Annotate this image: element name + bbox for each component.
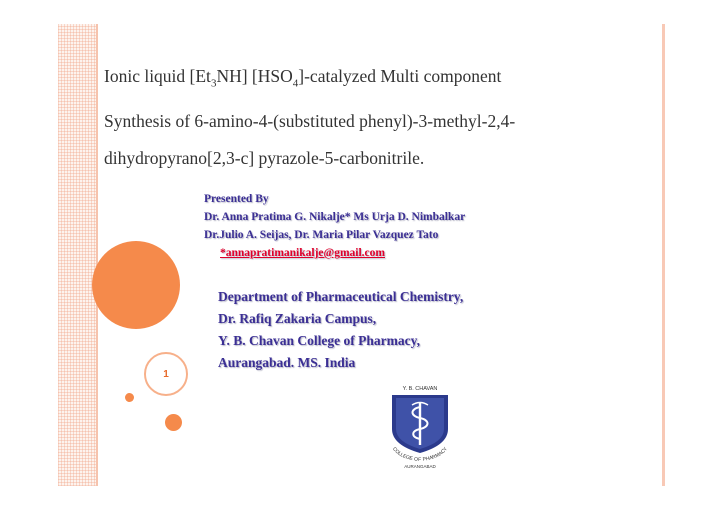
decorative-right-line [662, 24, 665, 486]
slide-number-badge [144, 352, 188, 396]
email-link[interactable]: *annapratimanikalje@gmail.com [220, 247, 385, 259]
title-line-3: dihydropyrano[2,3-c] pyrazole-5-carbonitrile. [104, 147, 425, 168]
svg-text:AURANGABAD: AURANGABAD [404, 464, 436, 469]
presenters-heading: Presented By [204, 193, 269, 205]
slide-title [104, 58, 644, 177]
decorative-circle-large [92, 241, 180, 329]
svg-text:COLLEGE OF PHARMACY: COLLEGE OF PHARMACY [391, 446, 449, 464]
presenters-line-1: Dr. Anna Pratima G. Nikalje* Ms Urja D. Nimbalkar [204, 211, 466, 223]
department-line-4: Aurangabad. MS. India [218, 355, 356, 370]
presenters-block [204, 190, 644, 262]
presenters-line-2: Dr.Julio A. Seijas, Dr. Maria Pilar Vazquez Tato [204, 229, 439, 241]
department-block [218, 286, 638, 374]
title-line-1: Ionic liquid $[Et_3NH]$ $[HSO_4]$-catalyzed Multi component [104, 66, 502, 90]
grid-strip-edge [96, 24, 98, 486]
title-line-2: Synthesis of 6-amino-4-(substituted phenyl)-3-methyl-2,4- [104, 110, 516, 131]
slide-number: 1 [163, 368, 169, 380]
svg-text:Y. B. CHAVAN: Y. B. CHAVAN [402, 386, 438, 392]
department-line-3: Y. B. Chavan College of Pharmacy, [218, 333, 420, 348]
decorative-grid-strip [58, 24, 98, 486]
department-line-1: Department of Pharmaceutical Chemistry, [218, 289, 464, 304]
decorative-circle-medium [165, 414, 182, 431]
department-line-2: Dr. Rafiq Zakaria Campus, [218, 311, 377, 326]
college-logo [380, 383, 460, 469]
decorative-circle-small [125, 393, 134, 402]
